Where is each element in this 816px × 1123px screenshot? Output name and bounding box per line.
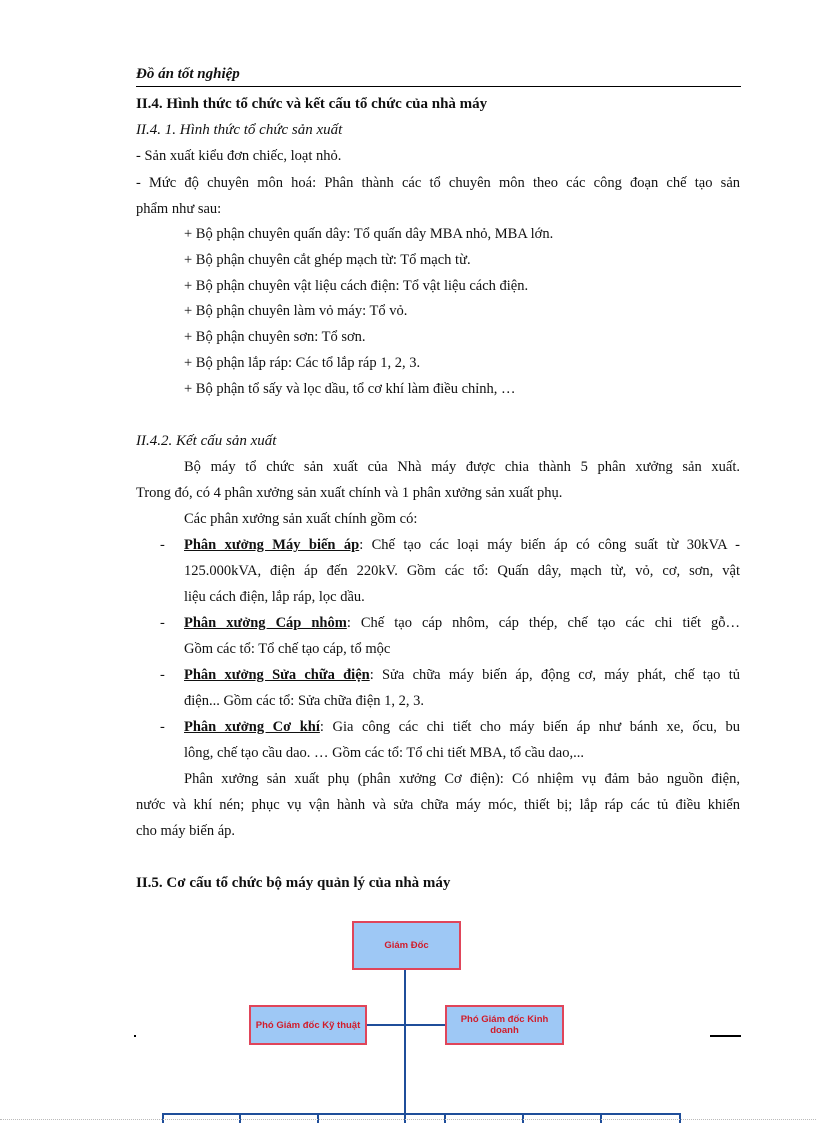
org-connector-drop [444,1113,446,1123]
section-heading-2-4: II.4. Hình thức tổ chức và kết cấu tổ chức của nhà máy [136,96,488,112]
bullet-text: : Sửa chữa máy biến áp, động cơ, máy phát, chế tạo tủ [369,667,740,683]
paragraph-line: cho máy biến áp. [136,823,236,839]
bullet-line: liệu cách điện, lắp ráp, lọc dầu. [184,589,365,605]
bullet-dash: - [160,615,165,631]
paragraph-line: nước và khí nén; phục vụ vận hành và sửa chữa máy móc, thiết bị; lắp ráp các tủ điều khiển [136,797,740,813]
paragraph-line: Trong đó, có 4 phân xưởng sản xuất chính và 1 phân xưởng sản xuất phụ. [136,485,563,501]
list-item: + Bộ phận lắp ráp: Các tổ lắp ráp 1, 2, 3. [184,355,421,371]
bullet-line: 125.000kVA, điện áp đến 220kV. Gồm các tổ: Quấn dây, mạch từ, vỏ, cơ, sơn, vật [184,563,740,579]
paragraph-line: - Mức độ chuyên môn hoá: Phân thành các tổ chuyên môn theo các công đoạn chế tạo sản [136,175,740,191]
bullet-line [184,537,740,554]
footer-dot [134,1035,136,1037]
paragraph-line: Bộ máy tổ chức sản xuất của Nhà máy được chia thành 5 phân xưởng sản xuất. [184,459,740,475]
list-item: + Bộ phận chuyên làm vỏ máy: Tổ vỏ. [184,303,408,319]
org-connector-vertical [404,970,406,1123]
bullet-line [184,719,740,736]
org-box-deputy-technical: Phó Giám đốc Kỹ thuật [249,1005,367,1045]
bullet-text: : Gia công các chi tiết cho máy biến áp như bánh xe, ốcu, bu [319,719,740,735]
subsection-heading-2-4-1: II.4. 1. Hình thức tổ chức sản xuất [136,122,343,138]
org-connector-horizontal [367,1024,445,1026]
subsection-heading-2-4-2: II.4.2. Kết cấu sản xuất [136,433,277,449]
list-item: + Bộ phận chuyên cắt ghép mạch từ: Tổ mạch từ. [184,252,471,268]
workshop-title: Phân xưởng Máy biến áp [184,537,360,553]
workshop-title: Phân xưởng Sửa chữa điện [184,667,370,683]
org-connector-drop [317,1113,319,1123]
org-connector-drop [162,1113,164,1123]
page-edge [0,1119,816,1120]
bullet-line [184,667,740,684]
list-item: + Bộ phận chuyên quấn dây: Tổ quấn dây MBA nhỏ, MBA lớn. [184,226,554,242]
paragraph-line: Các phân xưởng sản xuất chính gồm có: [184,511,418,527]
footer-rule [710,1035,741,1037]
workshop-title: Phân xưởng Cáp nhôm [184,615,347,631]
bullet-dash: - [160,719,165,735]
bullet-line: lông, chế tạo cầu dao. … Gồm các tổ: Tổ chi tiết MBA, tổ cầu dao,... [184,745,584,761]
document-header-title: Đồ án tốt nghiệp [136,66,240,82]
bullet-line: Gồm các tổ: Tổ chế tạo cáp, tổ mộc [184,641,391,657]
section-heading-2-5: II.5. Cơ cấu tổ chức bộ máy quản lý của nhà máy [136,875,451,891]
bullet-text: : Chế tạo các loại máy biến áp có công suất từ 30kVA - [359,537,740,553]
bullet-line: điện... Gồm các tổ: Sửa chữa điện 1, 2, 3. [184,693,425,709]
paragraph-line: - Sản xuất kiểu đơn chiếc, loạt nhỏ. [136,148,342,164]
org-connector-drop [522,1113,524,1123]
list-item: + Bộ phận tổ sấy và lọc dầu, tổ cơ khí làm điều chỉnh, … [184,381,516,397]
workshop-title: Phân xưởng Cơ khí [184,719,320,735]
org-connector-drop [239,1113,241,1123]
org-connector-drop [600,1113,602,1123]
org-box-director: Giám Đốc [352,921,461,970]
list-item: + Bộ phận chuyên vật liệu cách điện: Tổ vật liệu cách điện. [184,278,529,294]
org-box-deputy-business: Phó Giám đốc Kinh doanh [445,1005,564,1045]
org-connector-drop [679,1113,681,1123]
bullet-line [184,615,740,632]
bullet-dash: - [160,537,165,553]
header-rule [136,86,741,87]
paragraph-line: Phân xưởng sản xuất phụ (phân xưởng Cơ điện): Có nhiệm vụ đảm bảo nguồn điện, [184,771,740,787]
paragraph-line: phẩm như sau: [136,201,222,217]
bullet-dash: - [160,667,165,683]
list-item: + Bộ phận chuyên sơn: Tổ sơn. [184,329,366,345]
bullet-text: : Chế tạo cáp nhôm, cáp thép, chế tạo các chi tiết gỗ… [346,615,740,631]
